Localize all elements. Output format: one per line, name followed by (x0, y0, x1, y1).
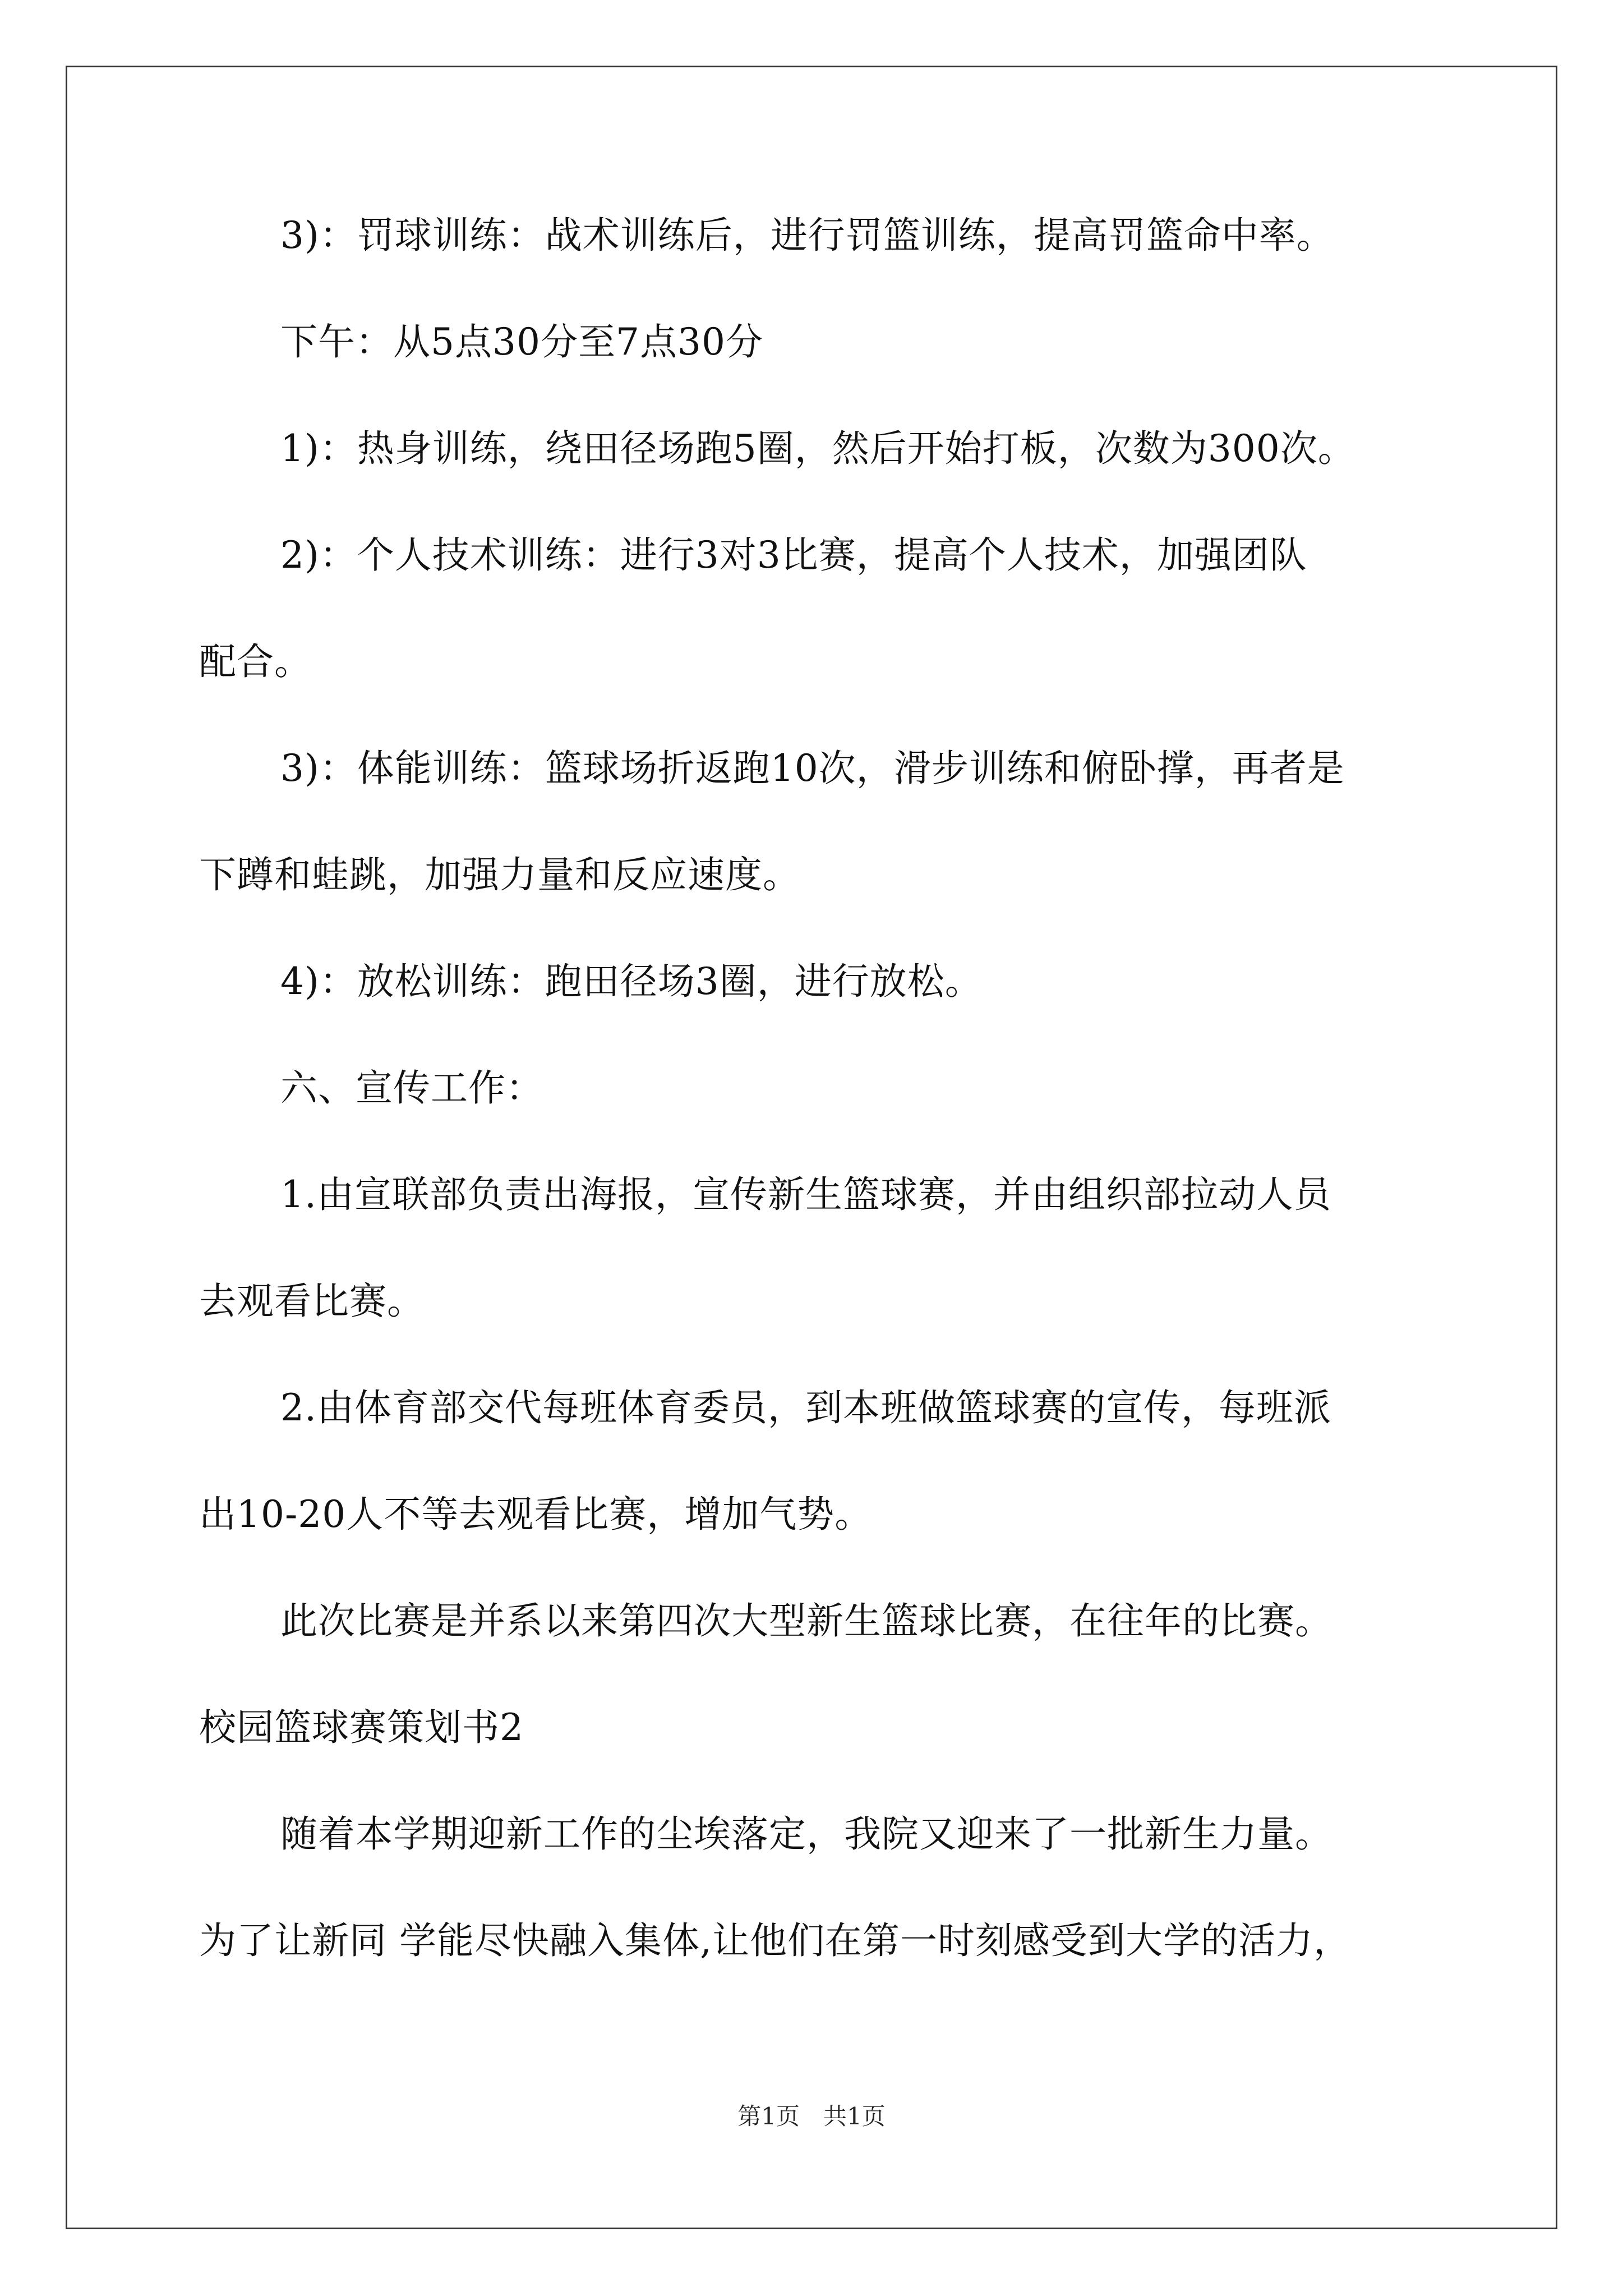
paragraph-line: 下午：从5点30分至7点30分 (280, 320, 763, 364)
paragraph-line: 去观看比赛。 (199, 1280, 425, 1323)
paragraph-line: 随着本学期迎新工作的尘埃落定，我院又迎来了一批新生力量。 (280, 1812, 1332, 1856)
paragraph-line: 3)：体能训练：篮球场折返跑10次，滑步训练和俯卧撑，再者是 (280, 747, 1345, 790)
paragraph-line: 3)：罚球训练：战术训练后，进行罚篮训练，提高罚篮命中率。 (280, 214, 1334, 257)
paragraph-line: 配合。 (199, 640, 312, 683)
paragraph-line: 为了让新同 学能尽快融入集体,让他们在第一时刻感受到大学的活力， (199, 1919, 1351, 1962)
paragraph-line: 2)：个人技术训练：进行3对3比赛，提高个人技术，加强团队 (280, 533, 1307, 577)
page-footer: 第1页 共1页 (737, 2102, 886, 2130)
paragraph-line: 下蹲和蛙跳，加强力量和反应速度。 (199, 853, 800, 896)
paragraph-line: 出10-20人不等去观看比赛，增加气势。 (199, 1493, 873, 1536)
page-border (66, 66, 1557, 2229)
paragraph-line: 1)：热身训练，绕田径场跑5圈，然后开始打板，次数为300次。 (280, 427, 1355, 470)
paragraph-line: 此次比赛是并系以来第四次大型新生篮球比赛，在往年的比赛。 (280, 1599, 1332, 1642)
document-title: 校园篮球赛策划书2 (199, 1706, 524, 1749)
paragraph-line: 2.由体育部交代每班体育委员，到本班做篮球赛的宣传，每班派 (280, 1386, 1331, 1429)
section-heading: 六、宣传工作： (280, 1066, 543, 1110)
paragraph-line: 1.由宣联部负责出海报，宣传新生篮球赛，并由组织部拉动人员 (280, 1173, 1331, 1216)
paragraph-line: 4)：放松训练：跑田径场3圈，进行放松。 (280, 960, 983, 1003)
